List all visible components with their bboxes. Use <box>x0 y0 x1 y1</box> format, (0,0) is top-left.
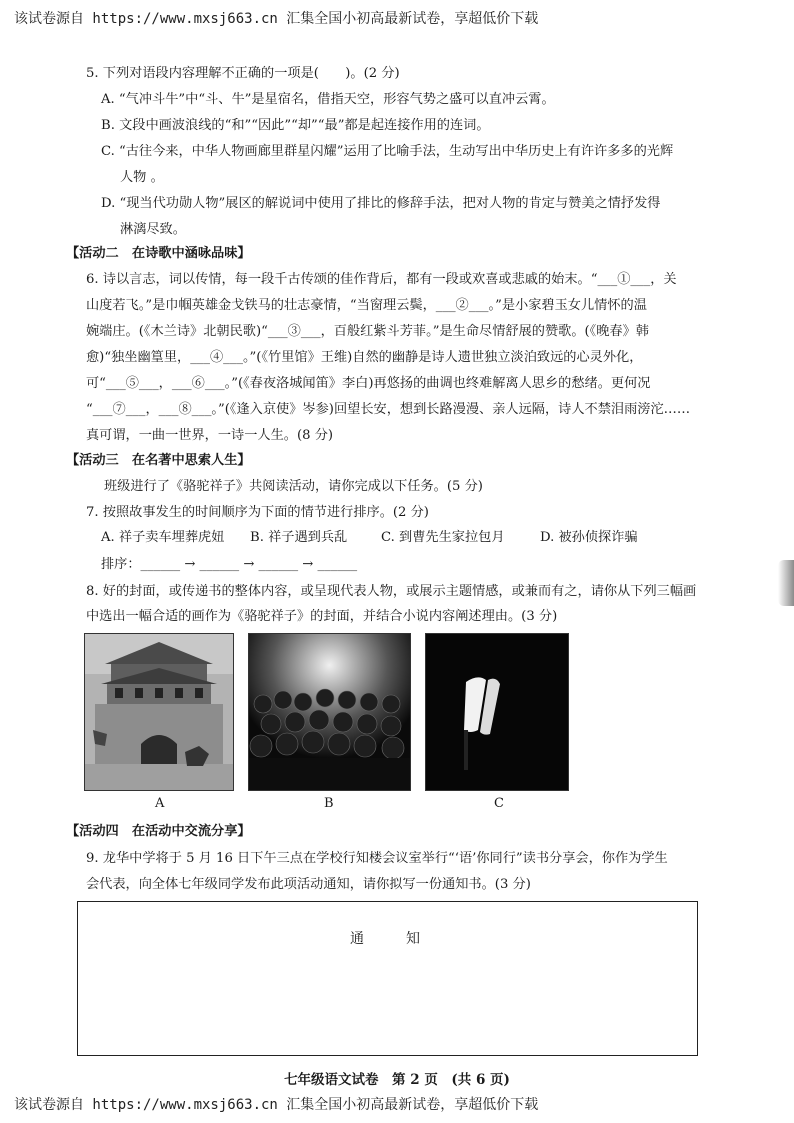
q7-option-d: D. 被孙侦探诈骗 <box>540 530 638 545</box>
cover-option-b-image <box>248 633 411 791</box>
q6-line4: 愈)“独坐幽篁里，___④___。”(《竹里馆》王维)自然的幽静是诗人遗世独立淡泊致远的心灵外化， <box>86 350 643 365</box>
q5-option-c-line2: 人物 。 <box>120 170 164 185</box>
q6-line5: 可“___⑤___，___⑥___。”(《春夜洛城闻笛》李白)再悠扬的曲调也终难解离人思乡的愁绪。更何况 <box>86 376 651 391</box>
q9-line2: 会代表，向全体七年级同学发布此项活动通知，请你拟写一份通知书。(3 分) <box>86 877 531 892</box>
activity4-heading: 【活动四 在活动中交流分享】 <box>66 824 251 839</box>
city-gate-illustration <box>85 634 233 790</box>
q7-option-a: A. 祥子卖车埋葬虎妞 <box>101 530 225 545</box>
q6-line7: 真可谓，一曲一世界，一诗一人生。(8 分) <box>86 428 334 443</box>
q5-option-b: B. 文段中画波浪线的“和”“因此”“却”“最”都是起连接作用的连词。 <box>101 118 490 133</box>
q9-line1: 9. 龙华中学将于 5 月 16 日下午三点在学校行知楼会议室举行“‘语’你同行”读书分享会，你作为学生 <box>86 851 668 866</box>
figure-silhouette-illustration <box>426 634 568 790</box>
q6-line2: 山度若飞。”是巾帼英雄金戈铁马的壮志豪情，“当窗理云鬓，___②___。”是小家碧玉女儿情怀的温 <box>86 298 647 313</box>
q5-option-a: A. “气冲斗牛”中“斗、牛”是星宿名，借指天空，形容气势之盛可以直冲云霄。 <box>101 92 555 107</box>
cover-option-b-caption: B <box>324 796 334 811</box>
cover-option-c-image <box>425 633 569 791</box>
q6-line6: “___⑦___，___⑧___。”(《逢入京使》岑参)回望长安，想到长路漫漫、亲人远隔，诗人不禁泪雨滂沱…… <box>86 402 691 417</box>
activity2-heading: 【活动二 在诗歌中涵咏品味】 <box>66 246 251 261</box>
q6-line1: 6. 诗以言志，词以传情，每一段千古传颂的佳作背后，都有一段或欢喜或悲戚的始末。“___①___，关 <box>86 272 677 287</box>
activity3-heading: 【活动三 在名著中思索人生】 <box>66 453 251 468</box>
cover-option-a-caption: A <box>155 796 165 811</box>
cover-option-c-caption: C <box>494 796 504 811</box>
notice-title: 通知 <box>350 931 462 947</box>
q5-option-d-line1: D. “现当代功勋人物”展区的解说词中使用了排比的修辞手法，把对人物的肯定与赞美之情抒发得 <box>101 196 661 211</box>
q5-option-c-line1: C. “古往今来，中华人物画廊里群星闪耀”运用了比喻手法，生动写出中华历史上有许许多多的光辉 <box>101 144 674 159</box>
q5-option-d-line2: 淋漓尽致。 <box>120 222 186 237</box>
q8-line2: 中选出一幅合适的画作为《骆驼祥子》的封面，并结合小说内容阐述理由。(3 分) <box>86 609 558 624</box>
q7-option-b: B. 祥子遇到兵乱 <box>250 530 348 545</box>
crowd-illustration <box>249 634 410 790</box>
scan-shadow-mark <box>778 560 794 606</box>
notice-answer-box[interactable] <box>77 901 698 1056</box>
source-banner-top: 该试卷源自 https://www.mxsj663.cn 汇集全国小初高最新试卷，享超低价下载 <box>14 11 539 27</box>
q7-stem: 7. 按照故事发生的时间顺序为下面的情节进行排序。(2 分) <box>86 505 429 520</box>
page-footer: 七年级语文试卷 第 2 页 (共 6 页) <box>284 1072 510 1088</box>
source-banner-bottom: 该试卷源自 https://www.mxsj663.cn 汇集全国小初高最新试卷，享超低价下载 <box>14 1097 539 1113</box>
q7-option-c: C. 到曹先生家拉包月 <box>381 530 505 545</box>
q7-order: 排序：______ → ______ → ______ → ______ <box>101 557 358 572</box>
q6-line3: 婉端庄。(《木兰诗》北朝民歌)“___③___，百般红紫斗芳菲。”是生命尽情舒展的赞歌。(《晚春》韩 <box>86 324 649 339</box>
cover-option-a-image <box>84 633 234 791</box>
act3-intro: 班级进行了《骆驼祥子》共阅读活动，请你完成以下任务。(5 分) <box>104 479 483 494</box>
q5-stem: 5. 下列对语段内容理解不正确的一项是( )。(2 分) <box>86 66 400 81</box>
q8-line1: 8. 好的封面，或传递书的整体内容，或呈现代表人物，或展示主题情感，或兼而有之，请你从下列三幅画 <box>86 584 697 599</box>
